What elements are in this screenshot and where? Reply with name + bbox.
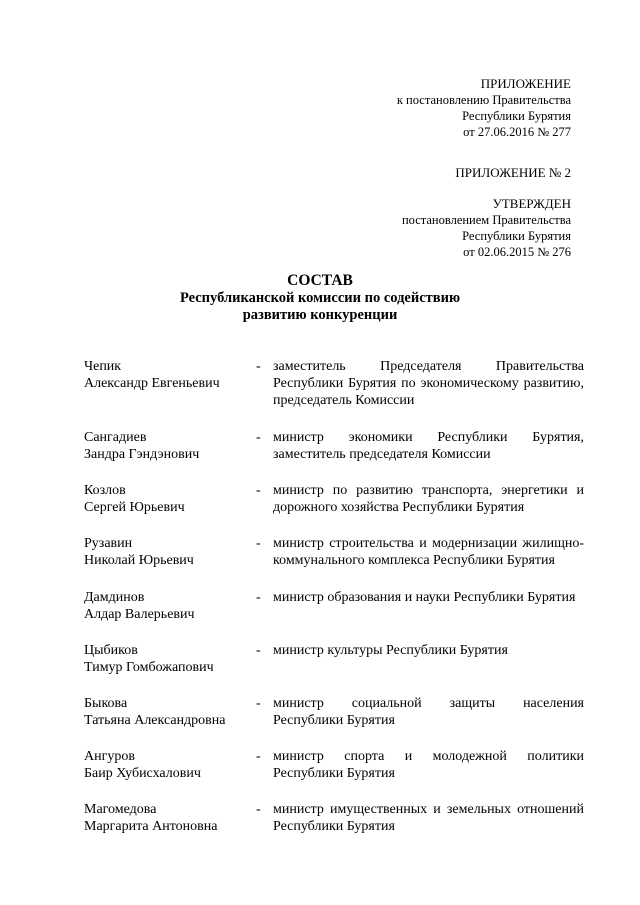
member-name xyxy=(84,748,254,782)
member-row xyxy=(84,801,584,835)
member-surname: Цыбиков xyxy=(84,643,138,658)
member-surname: Ангуров xyxy=(84,749,135,764)
member-row xyxy=(84,482,584,516)
members-list xyxy=(84,358,584,835)
member-given-name: Баир Хубисхалович xyxy=(84,766,201,781)
appendix-line-3: от 27.06.2016 № 277 xyxy=(463,125,571,139)
member-surname: Магомедова xyxy=(84,802,157,817)
member-name xyxy=(84,535,254,569)
member-row xyxy=(84,358,584,409)
member-separator: - xyxy=(256,590,261,605)
member-separator: - xyxy=(256,430,261,445)
member-name xyxy=(84,642,254,676)
member-position: министр имущественных и земельных отношений Республики Бурятия xyxy=(273,802,584,834)
member-surname: Быкова xyxy=(84,696,128,711)
member-given-name: Алдар Валерьевич xyxy=(84,607,195,622)
member-separator: - xyxy=(256,359,261,374)
member-separator: - xyxy=(256,483,261,498)
member-position: заместитель Председателя Правительства Республики Бурятия по экономическому развитию, председатель Комиссии xyxy=(273,359,584,408)
member-separator: - xyxy=(256,802,261,817)
heading-subtitle-1: Республиканской комиссии по содействию xyxy=(179,290,461,306)
member-separator: - xyxy=(256,536,261,551)
member-name xyxy=(84,801,254,835)
member-given-name: Александр Евгеньевич xyxy=(84,376,220,391)
approved-header xyxy=(402,196,571,260)
member-given-name: Николай Юрьевич xyxy=(84,553,194,568)
member-position: министр экономики Республики Бурятия, заместитель председателя Комиссии xyxy=(273,430,584,462)
member-position: министр социальной защиты населения Республики Бурятия xyxy=(273,696,584,728)
appendix-line-1: к постановлению Правительства xyxy=(396,93,571,107)
member-surname: Козлов xyxy=(84,483,126,498)
member-position: министр по развитию транспорта, энергетики и дорожного хозяйства Республики Бурятия xyxy=(273,483,584,515)
member-surname: Сангадиев xyxy=(84,430,147,445)
approved-title: УТВЕРЖДЕН xyxy=(492,196,571,211)
appendix-header xyxy=(397,76,571,140)
member-position: министр культуры Республики Бурятия xyxy=(273,643,508,658)
heading-subtitle-2: развитию конкуренции xyxy=(242,307,398,323)
heading-title: СОСТАВ xyxy=(287,272,353,289)
member-name xyxy=(84,482,254,516)
member-position: министр спорта и молодежной политики Республики Бурятия xyxy=(273,749,584,781)
member-surname: Рузавин xyxy=(84,536,133,551)
member-position: министр строительства и модернизации жилищно-коммунального комплекса Республики Бурятия xyxy=(273,536,584,568)
member-given-name: Маргарита Антоновна xyxy=(84,819,218,834)
approved-line-2: Республики Бурятия xyxy=(462,229,571,243)
member-name xyxy=(84,695,254,729)
member-name xyxy=(84,429,254,463)
appendix-2-header xyxy=(455,165,571,181)
member-row xyxy=(84,748,584,782)
member-row xyxy=(84,642,584,676)
member-surname: Чепик xyxy=(84,359,122,374)
member-row xyxy=(84,589,584,623)
approved-line-3: от 02.06.2015 № 276 xyxy=(463,245,571,259)
member-surname: Дамдинов xyxy=(84,590,145,605)
appendix-title: ПРИЛОЖЕНИЕ xyxy=(480,76,571,91)
document-heading xyxy=(0,272,640,324)
member-given-name: Зандра Гэндэнович xyxy=(84,447,200,462)
member-separator: - xyxy=(256,696,261,711)
member-name xyxy=(84,358,254,409)
appendix-2-title: ПРИЛОЖЕНИЕ № 2 xyxy=(455,165,571,180)
member-row xyxy=(84,535,584,569)
member-given-name: Сергей Юрьевич xyxy=(84,500,185,515)
member-separator: - xyxy=(256,643,261,658)
member-position: министр образования и науки Республики Бурятия xyxy=(273,590,576,605)
member-row xyxy=(84,695,584,729)
member-given-name: Тимур Гомбожапович xyxy=(84,660,214,675)
approved-line-1: постановлением Правительства xyxy=(401,213,571,227)
appendix-line-2: Республики Бурятия xyxy=(462,109,571,123)
member-separator: - xyxy=(256,749,261,764)
member-given-name: Татьяна Александровна xyxy=(84,713,226,728)
member-row xyxy=(84,429,584,463)
member-name xyxy=(84,589,254,623)
